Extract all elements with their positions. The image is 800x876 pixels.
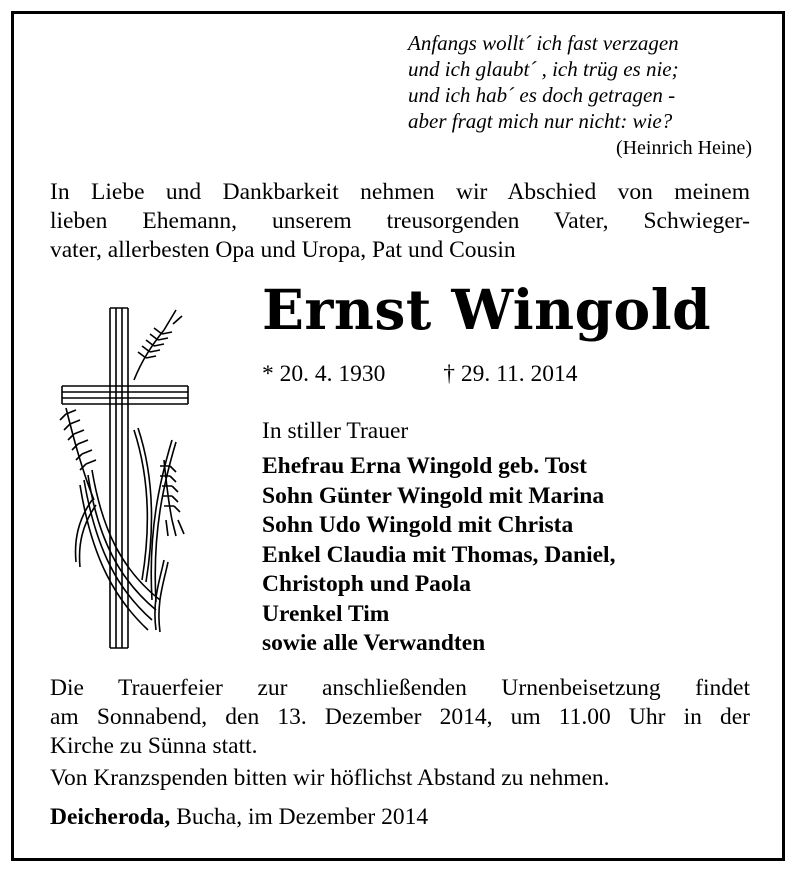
poem-author: (Heinrich Heine) <box>615 137 752 159</box>
mourner-line: Ehefrau Erna Wingold geb. Tost <box>262 453 587 479</box>
intro-line: lieben Ehemann, unserem treusorgenden Vater, Schwieger- <box>50 208 750 234</box>
place-date-line <box>50 802 428 832</box>
intro-paragraph <box>50 178 750 265</box>
intro-line: In Liebe und Dankbarkeit nehmen wir Abschied von meinem <box>50 179 750 205</box>
funeral-line: am Sonnabend, den 13. Dezember 2014, um 11.00 Uhr in der <box>50 704 750 730</box>
funeral-line: Kirche zu Sünna statt. <box>50 733 258 759</box>
poem <box>408 30 752 162</box>
funeral-line: Die Trauerfeier zur anschließenden Urnenbeisetzung findet <box>50 675 750 701</box>
funeral-paragraph <box>50 674 750 761</box>
deceased-name: Ernst Wingold <box>262 277 712 342</box>
mourner-line: Sohn Günter Wingold mit Marina <box>262 482 605 509</box>
life-dates <box>262 358 578 390</box>
wreath-note: Von Kranzspenden bitten wir höflichst Abstand zu nehmen. <box>50 765 610 791</box>
mourner-line: Christoph und Paola <box>262 571 471 597</box>
mourner-line: Sohn Udo Wingold mit Christa <box>262 512 574 538</box>
mourner-line: Urenkel Tim <box>262 600 390 627</box>
mourning-intro: In stiller Trauer <box>262 418 409 444</box>
poem-line: und ich hab´ es doch getragen - <box>408 83 676 107</box>
poem-line: aber fragt mich nur nicht: wie? <box>408 109 673 133</box>
mourner-line: Enkel Claudia mit Thomas, Daniel, <box>262 541 616 568</box>
mourners-list <box>262 452 615 659</box>
poem-line: und ich glaubt´ , ich trüg es nie; <box>408 57 679 81</box>
poem-line: Anfangs wollt´ ich fast verzagen <box>408 31 679 55</box>
cross-with-wheat-icon <box>52 300 202 652</box>
place-town: Deicheroda, <box>50 804 171 830</box>
place-rest: Bucha, im Dezember 2014 <box>170 804 429 830</box>
intro-line: vater, allerbesten Opa und Uropa, Pat und Cousin <box>50 237 516 263</box>
birth-date: * 20. 4. 1930 <box>262 361 386 387</box>
death-date: † 29. 11. 2014 <box>443 361 578 387</box>
mourner-line: sowie alle Verwandten <box>262 630 486 656</box>
